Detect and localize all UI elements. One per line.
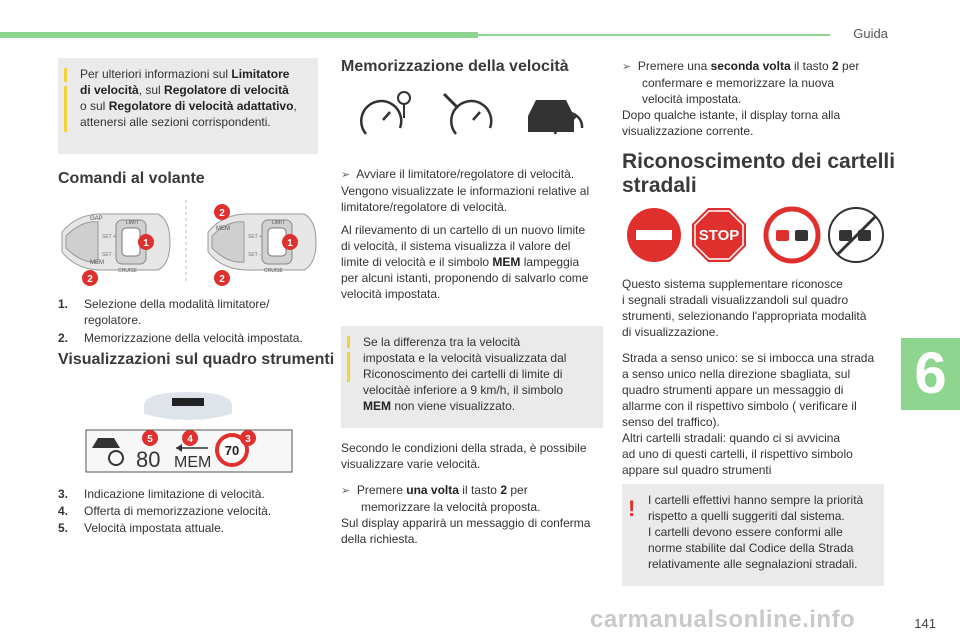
display-legend-item: 3. Indicazione limitazione di velocità. (58, 487, 265, 501)
info-icon-stem (64, 86, 67, 132)
controls-legend-item: 1. Selezione della modalità limitatore/ regolatore. (58, 297, 270, 327)
svg-text:MEM: MEM (90, 260, 104, 266)
paragraph-press-twice: ➢ Premere una seconda volta il tasto 2 per confermare e memorizzare la nuova velocità impostata. Dopo qualche istante, il display torna alla visualizzazione corrente. (622, 59, 860, 138)
speedometer-pin-icon (361, 92, 410, 134)
paragraph-detection: Al rilevamento di un cartello di un nuovo limite di velocità, il sistema visualizza il valore del limite di velocità e il simbolo MEM lampeggia per alcuni istanti, proponendo di salvarlo come velocità impostata. (341, 223, 589, 301)
cluster-shadow (144, 392, 232, 420)
svg-text:3: 3 (245, 434, 251, 445)
callout-2-bottom (214, 270, 230, 286)
steering-stalk-illustration (58, 198, 320, 286)
svg-text:LIMIT: LIMIT (272, 220, 285, 226)
header-accent-line (478, 34, 830, 36)
paragraph-system: Questo sistema supplementare riconosce i segnali stradali visualizzandoli sul quadro strumenti, selezionando l'appropriata modalità di visualizzazione. (622, 277, 867, 339)
svg-text:4: 4 (187, 434, 193, 445)
callout-5 (142, 430, 158, 446)
step-arrow-icon: ➢ (622, 61, 632, 73)
svg-text:SET -: SET - (248, 252, 261, 258)
callout-1 (138, 234, 154, 250)
info-text: Per ulteriori informazioni sul Limitatore di velocità, sul Regolatore di velocità o sul Regolatore di velocità adattativo, attenersi alle sezioni corrispondenti. (80, 67, 297, 129)
svg-text:SET +: SET + (102, 234, 116, 240)
callout-4 (182, 430, 198, 446)
paragraph-road-conditions: Secondo le condizioni della strada, è possibile visualizzare varie velocità. (341, 441, 587, 471)
svg-text:1: 1 (143, 238, 149, 249)
svg-text:1: 1 (287, 238, 293, 249)
end-no-overtaking-sign-icon (829, 208, 883, 262)
cruise-car-icon (528, 100, 582, 134)
no-overtaking-sign-icon (766, 209, 818, 261)
info-box-references (58, 58, 318, 154)
svg-text:CRUISE: CRUISE (264, 268, 283, 274)
callout-3 (240, 430, 256, 446)
stop-sign-icon (692, 208, 746, 262)
stalk-right (208, 214, 316, 274)
svg-text:2: 2 (87, 274, 93, 285)
chapter-tab: 6 (901, 338, 960, 410)
svg-text:2: 2 (219, 274, 225, 285)
warning-box (622, 484, 884, 586)
paragraph-press-once: ➢ Premere una volta il tasto 2 per memorizzare la velocità proposta. Sul display apparirà un messaggio di conferma della richiesta. (341, 483, 591, 546)
step-arrow-icon: ➢ (341, 169, 351, 181)
svg-text:70: 70 (224, 443, 240, 458)
speedometer-arrow-icon (444, 94, 491, 134)
current-speed: 80 (136, 447, 161, 472)
mem-label: MEM (174, 454, 212, 471)
header-accent-bar (0, 32, 478, 38)
heading-cluster-display: Visualizzazioni sul quadro strumenti (58, 351, 335, 368)
display-legend-item: 4. Offerta di memorizzazione velocità. (58, 504, 272, 518)
info-icon (347, 336, 350, 348)
warning-text: I cartelli effettivi hanno sempre la priorità rispetto a quelli suggeriti dal sistema. I cartelli devono essere conformi alle norme stabilite dal Codice della Strada relativamente alle segnalazioni stradali. (648, 493, 864, 571)
section-title: Guida (853, 26, 888, 41)
svg-text:STOP: STOP (698, 227, 740, 244)
stalk-left (62, 214, 170, 274)
svg-text:SET -: SET - (102, 252, 115, 258)
info-text: Se la differenza tra la velocità impostata e la velocità visualizzata dal Riconoscimento dei cartelli di limite di velocitàè inferiore a 9 km/h, il simbolo MEM non viene visualizzato. (363, 335, 567, 413)
svg-text:LIMIT: LIMIT (126, 220, 139, 226)
step-arrow-icon: ➢ (341, 485, 351, 497)
cluster-display-illustration (84, 378, 294, 474)
heading-sign-recognition: Riconoscimento dei cartelli stradali (622, 150, 896, 197)
callout-2-top (214, 204, 230, 220)
svg-text:5: 5 (147, 434, 153, 445)
no-entry-sign-icon (627, 208, 681, 262)
svg-text:CRUISE: CRUISE (118, 268, 137, 274)
info-box-mem (341, 326, 603, 428)
svg-text:MEM: MEM (216, 226, 230, 232)
page-number: 141 (914, 616, 936, 631)
road-signs (626, 206, 888, 264)
display-legend-item: 5. Velocità impostata attuale. (58, 521, 225, 535)
paragraph-start: ➢ Avviare il limitatore/regolatore di velocità. Vengono visualizzate le informazioni relative al limitatore/regolatore di velocità. (341, 167, 590, 214)
svg-text:SET +: SET + (248, 234, 262, 240)
warning-icon: ! (628, 496, 636, 521)
paragraph-one-way: Strada a senso unico: se si imbocca una strada a senso unico nella direzione sbagliata, sul quadro strumenti appare un messaggio di allarme con il rispettivo simbolo ( verificare il senso del traffico). Altri cartelli stradali: quando ci si avvicina ad uno di questi cartelli, il rispettivo simbolo appare sul quadro strumenti (622, 351, 875, 477)
speedometer-icons (360, 88, 590, 140)
svg-text:2: 2 (219, 208, 225, 219)
info-icon (64, 68, 67, 82)
controls-legend-item: 2. Memorizzazione della velocità impostata. (58, 331, 303, 345)
heading-speed-memorization: Memorizzazione della velocità (341, 58, 569, 75)
callout-1-right (282, 234, 298, 250)
watermark: carmanualsonline.info (590, 606, 856, 633)
callout-2 (82, 270, 98, 286)
svg-text:GAP: GAP (90, 216, 103, 222)
info-icon-stem (347, 352, 350, 382)
heading-steering-controls: Comandi al volante (58, 170, 205, 187)
